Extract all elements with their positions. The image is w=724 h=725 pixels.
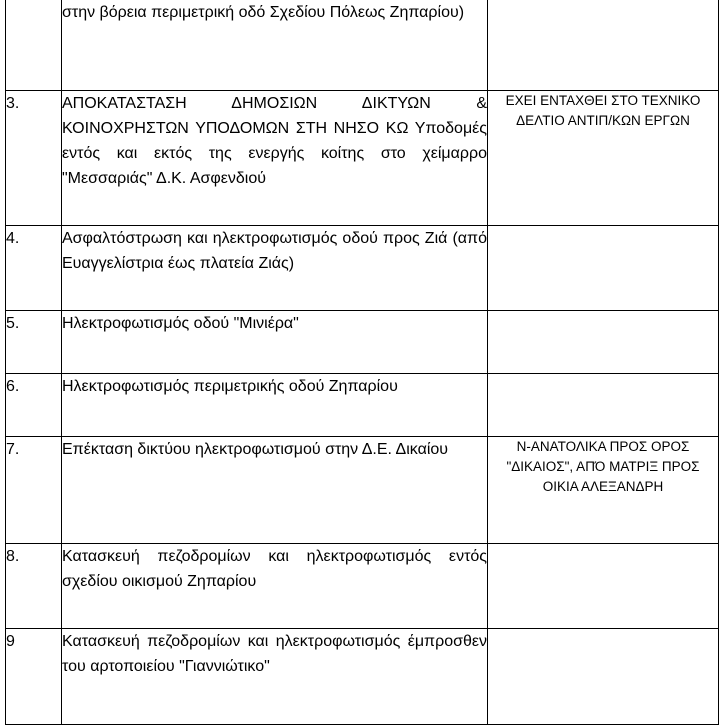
table-row bbox=[6, 311, 719, 374]
table-row bbox=[6, 629, 719, 725]
row-number: 7. bbox=[6, 437, 62, 544]
row-number: 6. bbox=[6, 374, 62, 437]
row-description: Κατασκευή πεζοδρομίων και ηλεκτροφωτισμός έμπροσθεν του αρτοποιείου "Γιαννιώτικο" bbox=[62, 629, 488, 725]
row-note bbox=[488, 544, 719, 629]
row-number: 5. bbox=[6, 311, 62, 374]
table-row bbox=[6, 226, 719, 311]
row-note: Ν-ΑΝΑΤΟΛΙΚΑ ΠΡΟΣ ΟΡΟΣ "ΔΙΚΑΙΟΣ", ΑΠΌ ΜΑΤΡΙΞ ΠΡΟΣ ΟΙΚΙΑ ΑΛΕΞΑΝΔΡΗ bbox=[488, 437, 719, 544]
row-number: 3. bbox=[6, 91, 62, 226]
row-description: Ηλεκτροφωτισμός οδού "Μινιέρα" bbox=[62, 311, 488, 374]
projects-table bbox=[5, 0, 719, 725]
table-row bbox=[6, 91, 719, 226]
table-row bbox=[6, 0, 719, 91]
row-note bbox=[488, 0, 719, 91]
row-description: Επέκταση δικτύου ηλεκτροφωτισμού στην Δ.Ε. Δικαίου bbox=[62, 437, 488, 544]
table-row bbox=[6, 544, 719, 629]
row-number bbox=[6, 0, 62, 91]
row-description: Ηλεκτροφωτισμός περιμετρικής οδού Ζηπαρίου bbox=[62, 374, 488, 437]
row-note bbox=[488, 226, 719, 311]
table-row bbox=[6, 437, 719, 544]
row-number: 4. bbox=[6, 226, 62, 311]
row-number: 9 bbox=[6, 629, 62, 725]
row-note bbox=[488, 629, 719, 725]
row-description: ΑΠΟΚΑΤΑΣΤΑΣΗ ΔΗΜΟΣΙΩΝ ΔΙΚΤΥΩΝ & ΚΟΙΝΟΧΡΗΣΤΩΝ ΥΠΟΔΟΜΩΝ ΣΤΗ ΝΗΣΟ ΚΩ Υποδομές εντός και εκτός της ενεργής κοίτης στο χείμαρρο "Μεσσαριάς" Δ.Κ. Ασφενδιού bbox=[62, 91, 488, 226]
row-note bbox=[488, 374, 719, 437]
row-note bbox=[488, 311, 719, 374]
row-description: Ασφαλτόστρωση και ηλεκτροφωτισμός οδού προς Ζιά (από Ευαγγελίστρια έως πλατεία Ζιάς) bbox=[62, 226, 488, 311]
table-row bbox=[6, 374, 719, 437]
row-description: Κατασκευή πεζοδρομίων και ηλεκτροφωτισμός εντός σχεδίου οικισμού Ζηπαρίου bbox=[62, 544, 488, 629]
row-number: 8. bbox=[6, 544, 62, 629]
row-description: στην βόρεια περιμετρική οδό Σχεδίου Πόλεως Ζηπαρίου) bbox=[62, 0, 488, 91]
row-note: ΕΧΕΙ ΕΝΤΑΧΘΕΙ ΣΤΟ ΤΕΧΝΙΚΟ ΔΕΛΤΙΟ ΑΝΤΙΠ/ΚΩΝ ΕΡΓΩΝ bbox=[488, 91, 719, 226]
